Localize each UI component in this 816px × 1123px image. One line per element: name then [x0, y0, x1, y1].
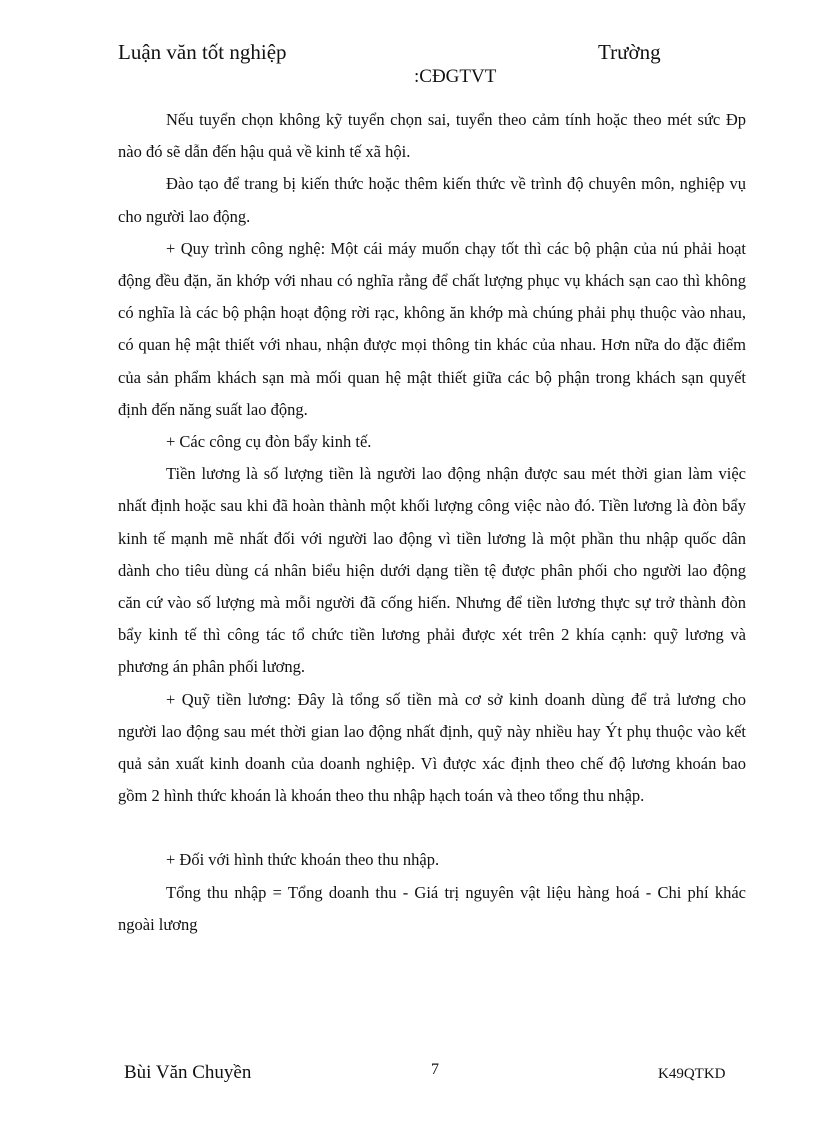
paragraph-wage-fund: + Quỹ tiền lương: Đây là tổng số tiền mà cơ sở kinh doanh dùng để trả lương cho người lao động sau mét thời gian lao động nhất định, quỹ này nhiều hay Ýt phụ thuộc vào kết quả sản xuất kinh doanh của doanh nghiệp. Vì được xác định theo chế độ lương khoán bao gồm 2 hình thức khoán là khoán theo thu nhập hạch toán và theo tổng thu nhập. [118, 689, 746, 806]
paragraph-economic-levers: + Các công cụ đòn bẩy kinh tế. [166, 432, 372, 452]
header-school: Trường [598, 40, 661, 64]
paragraph-training: Đào tạo để trang bị kiến thức hoặc thêm kiến thức về trình độ chuyên môn, nghiệp vụ cho người lao động. [118, 174, 746, 226]
header-school-code: :CĐGTVT [414, 66, 497, 87]
paragraph-recruitment: Nếu tuyển chọn không kỹ tuyển chọn sai, tuyển theo cảm tính hoặc theo mét sức Đp nào đó sẽ dẫn đến hậu quả về kinh tế xã hội. [118, 110, 746, 162]
footer-class-code: K49QTKD [658, 1066, 726, 1082]
paragraph-income-contract: + Đối với hình thức khoán theo thu nhập. [166, 850, 440, 870]
paragraph-technology-process: + Quy trình công nghệ: Một cái máy muốn chạy tốt thì các bộ phận của nú phải hoạt động đều đặn, ăn khớp với nhau có nghĩa rằng để chất lượng phục vụ khách sạn cao thì không có nghĩa là các bộ phận hoạt động rời rạc, không ăn khớp mà chúng phải phụ thuộc vào nhau, có quan hệ mật thiết với nhau, nhận được mọi thông tin khác của nhau. Hơn nữa do đặc điểm của sản phẩm khách sạn mà mối quan hệ mật thiết giữa các bộ phận trong khách sạn quyết định đến năng suất lao động. [118, 238, 746, 419]
paragraph-total-income-formula: Tổng thu nhập = Tổng doanh thu - Giá trị nguyên vật liệu hàng hoá - Chi phí khác ngoài lương [118, 882, 746, 934]
footer-author: Bùi Văn Chuyền [124, 1062, 252, 1083]
header-thesis-title: Luận văn tốt nghiệp [118, 40, 287, 64]
footer-page-number: 7 [431, 1061, 439, 1078]
paragraph-wages: Tiền lương là số lượng tiền là người lao động nhận được sau mét thời gian làm việc nhất định hoặc sau khi đã hoàn thành một khối lượng công việc nào đó. Tiền lương là đòn bẩy kinh tế mạnh mẽ nhất đối với người lao động vì tiền lương là một phần thu nhập quốc dân dành cho tiêu dùng cá nhân biểu hiện dưới dạng tiền tệ được phân phối cho người lao động căn cứ vào số lượng mà mỗi người đã cống hiến. Nhưng để tiền lương thực sự trở thành đòn bẩy kinh tế thì công tác tổ chức tiền lương phải được xét trên 2 khía cạnh: quỹ lương và phương án phân phối lương. [118, 464, 746, 677]
document-body [118, 104, 746, 941]
